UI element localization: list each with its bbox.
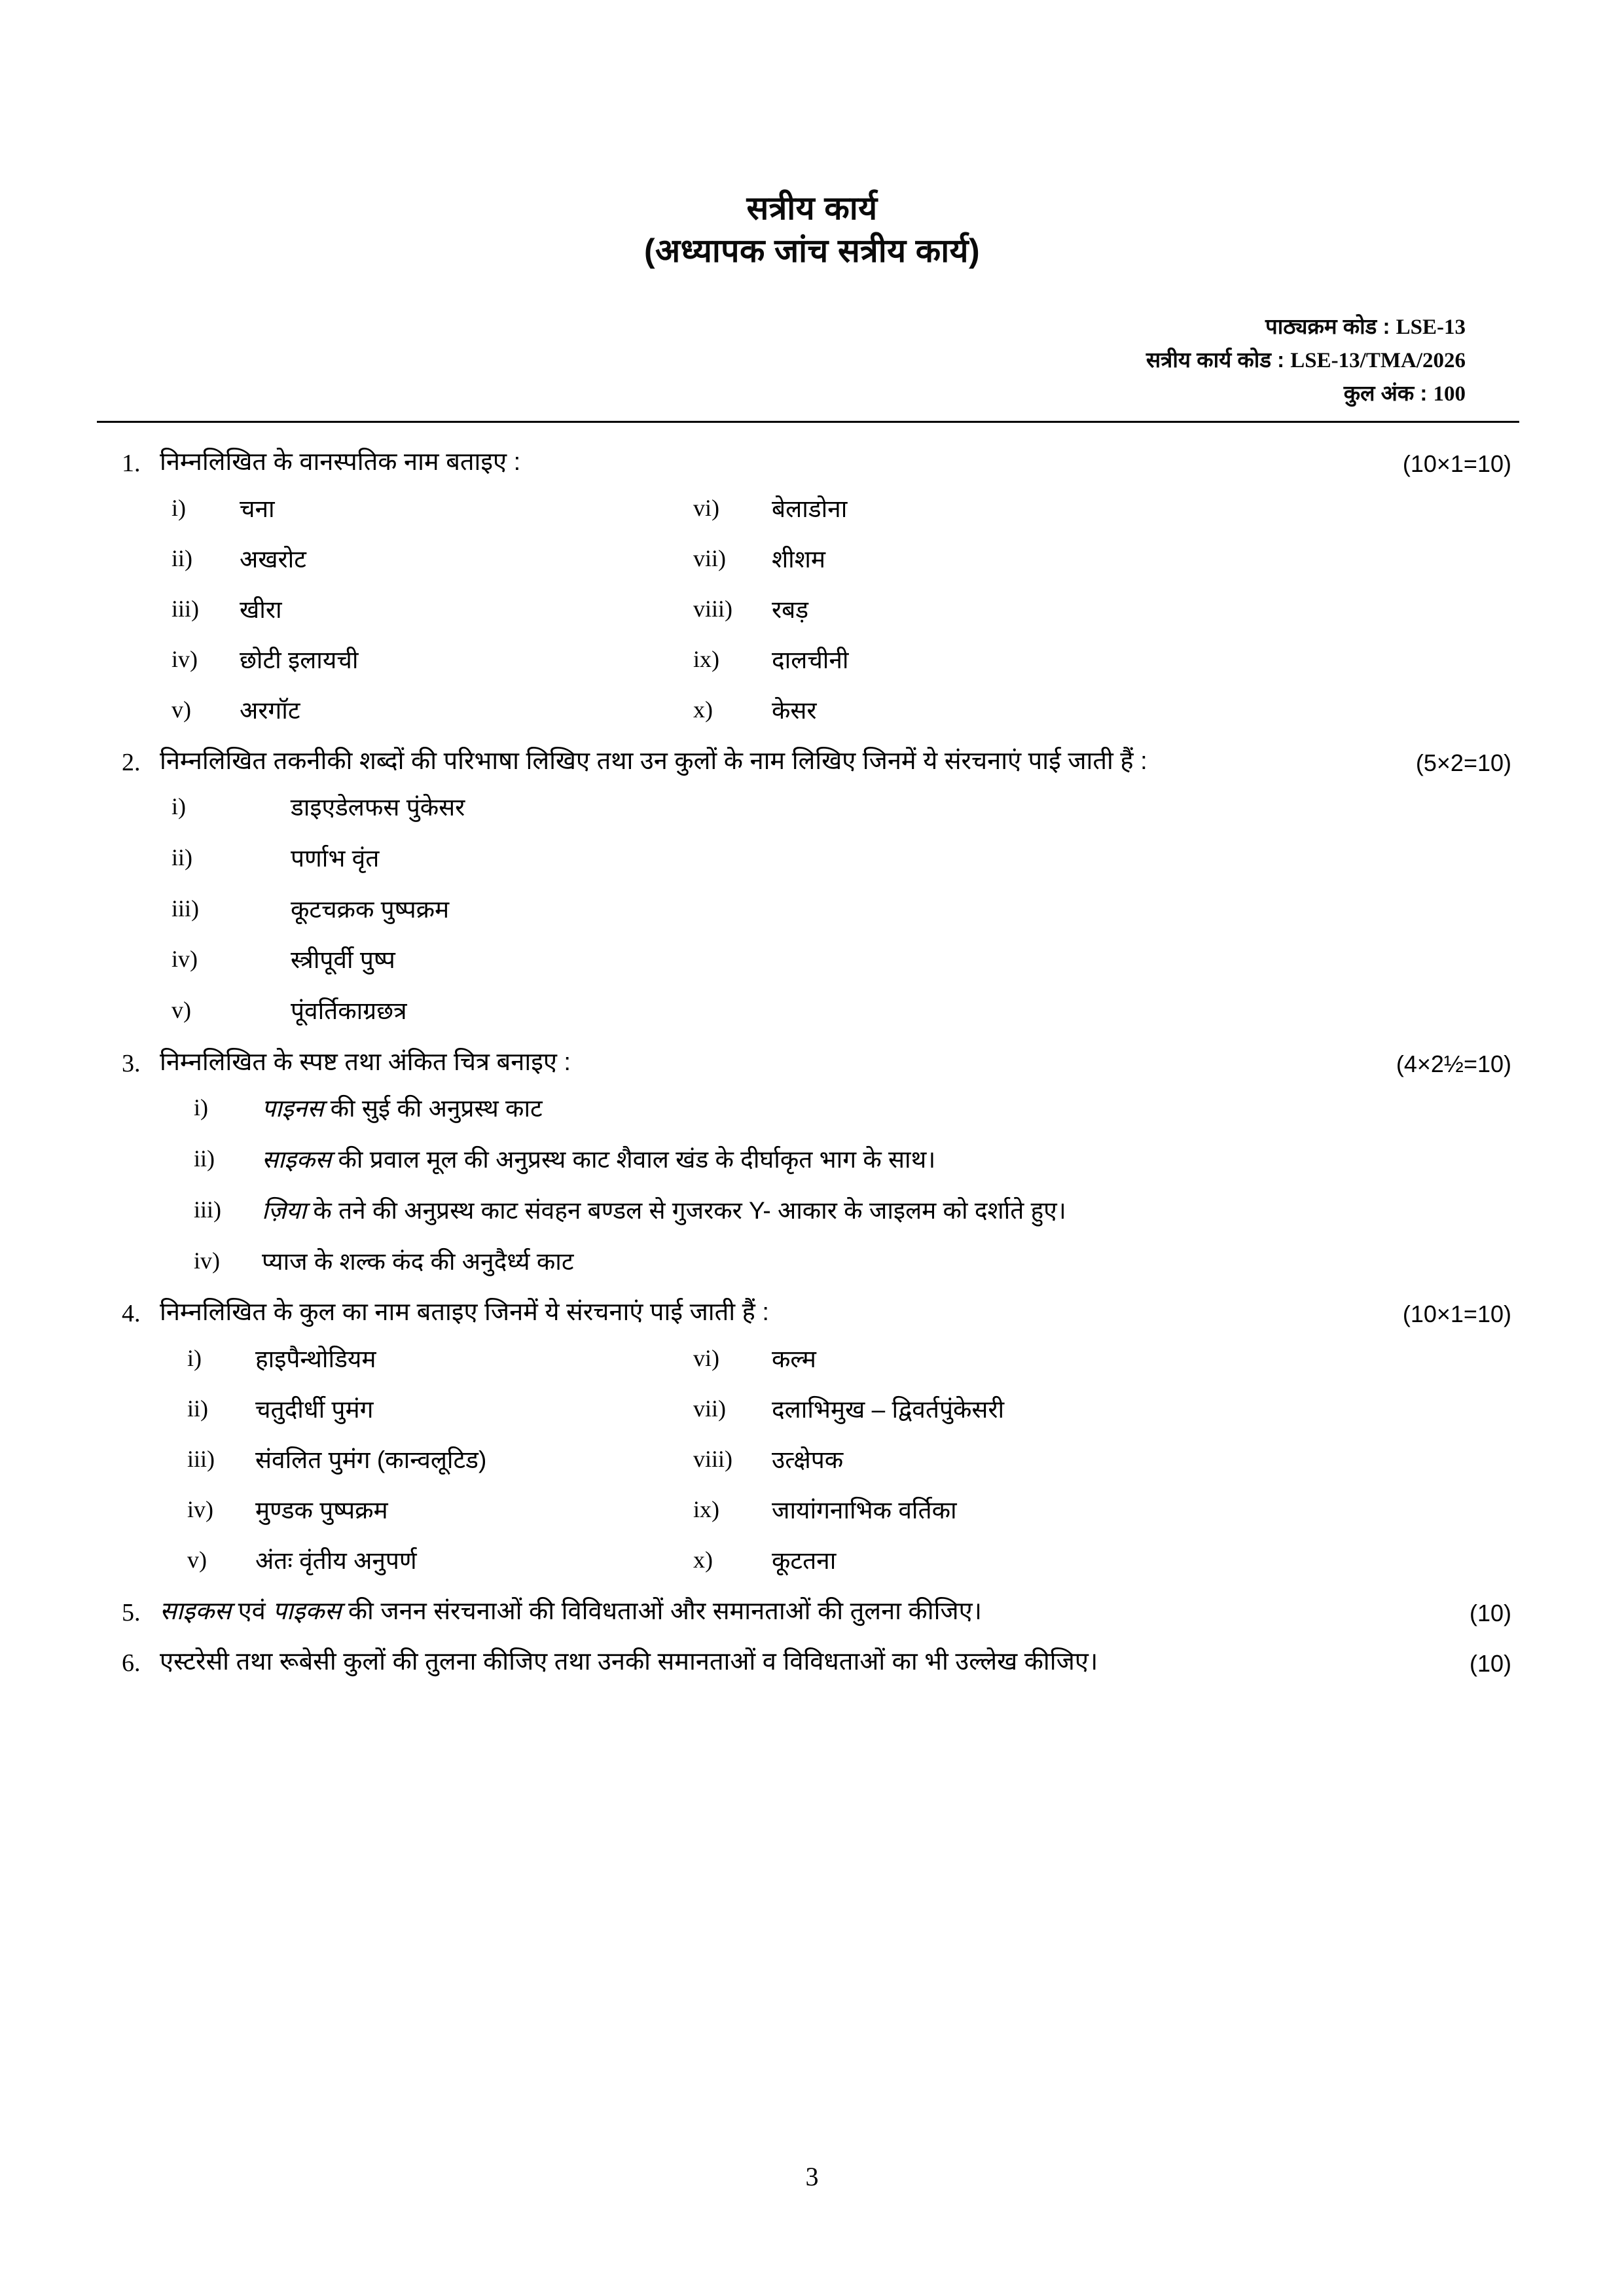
question-1-sublist <box>122 492 1511 727</box>
list-item <box>122 893 1511 927</box>
sub-item-rest: की सुई की अनुप्रस्थ काट <box>323 1095 543 1122</box>
question-5-italic-term-1: साइकस <box>160 1597 232 1625</box>
sub-item-rest: के तने की अनुप्रस्थ काट संवहन बण्डल से गुजरकर Y- आकार के जाइलम को दर्शाते हुए। <box>306 1196 1066 1224</box>
list-item <box>122 1143 1511 1177</box>
sub-item-roman: ii) <box>194 1145 215 1172</box>
page-title-block <box>0 0 1624 272</box>
sub-item-text: अरगॉट <box>240 696 300 724</box>
list-item <box>122 694 1511 727</box>
sub-item-text <box>262 1143 935 1177</box>
course-code-value: LSE-13 <box>1396 315 1466 339</box>
sub-item-text: बेलाडोना <box>772 495 848 522</box>
sub-item-roman: i) <box>194 1094 208 1121</box>
question-1-stem: निम्नलिखित के वानस्पतिक नाम बताइए : <box>160 448 521 476</box>
sub-item-roman: iv) <box>171 946 198 973</box>
question-2-sublist <box>122 791 1511 1028</box>
header-divider <box>97 421 1519 423</box>
list-item <box>122 1245 1511 1279</box>
question-6-stem: एस्टरेसी तथा रूबेसी कुलों की तुलना कीजिए तथा उनकी समानताओं व विविधताओं का भी उल्लेख कीजिए। <box>160 1648 1098 1676</box>
sub-item-roman: iii) <box>171 895 199 922</box>
sub-item-text: शीशम <box>772 545 826 573</box>
sub-item-text: अखरोट <box>240 545 306 573</box>
question-4-number: 4. <box>122 1300 141 1328</box>
question-5-number: 5. <box>122 1598 141 1626</box>
sub-item-text: खीरा <box>240 596 282 623</box>
sub-item-text: कल्म <box>772 1345 816 1372</box>
question-5 <box>122 1594 1511 1630</box>
question-list <box>0 445 1624 1681</box>
sub-item-text: मुण्डक पुष्पक्रम <box>255 1496 388 1524</box>
sub-item-text: पूंवर्तिकाग्रछत्र <box>291 997 407 1025</box>
question-1-number: 1. <box>122 450 141 478</box>
question-6 <box>122 1645 1511 1681</box>
assignment-code-label: सत्रीय कार्य कोड : <box>1146 348 1291 372</box>
sub-item-roman: v) <box>171 696 191 723</box>
sub-item-text: डाइएडेलफस पुंकेसर <box>291 794 465 821</box>
question-5-rest: की जनन संरचनाओं की विविधताओं और समानताओं की तुलना कीजिए। <box>341 1597 983 1625</box>
page-number: 3 <box>805 2162 819 2191</box>
sub-item-roman: vi) <box>693 1344 719 1371</box>
sub-item-roman: vi) <box>693 494 719 521</box>
sub-item-roman: v) <box>171 997 191 1024</box>
question-3 <box>122 1045 1511 1081</box>
question-5-stem <box>160 1594 1142 1630</box>
sub-item-text: चना <box>240 495 275 522</box>
question-6-number: 6. <box>122 1649 141 1677</box>
question-3-sublist <box>122 1092 1511 1278</box>
list-item <box>122 943 1511 977</box>
question-1 <box>122 445 1511 481</box>
sub-item-italic-term: साइकस <box>262 1146 332 1174</box>
question-4-sublist <box>122 1342 1511 1577</box>
course-code-label: पाठ्यक्रम कोड : <box>1265 314 1396 338</box>
list-item <box>122 593 1511 626</box>
sub-item-roman: viii) <box>693 1445 732 1472</box>
list-item <box>122 492 1511 526</box>
list-item <box>122 543 1511 576</box>
list-item <box>122 1443 1511 1477</box>
question-5-marks: (10) <box>1469 1599 1511 1626</box>
sub-item-roman: x) <box>693 696 713 723</box>
sub-item-roman: x) <box>693 1546 713 1573</box>
question-2 <box>122 744 1511 780</box>
assignment-code-line <box>0 344 1466 377</box>
list-item <box>122 643 1511 677</box>
sub-item-roman: ii) <box>187 1395 208 1422</box>
sub-item-roman: vii) <box>693 1395 726 1422</box>
question-4-marks: (10×1=10) <box>1402 1300 1511 1328</box>
sub-item-rest: की प्रवाल मूल की अनुप्रस्थ काट शैवाल खंड के दीर्घाकृत भाग के साथ। <box>331 1146 936 1174</box>
list-item <box>122 1342 1511 1376</box>
list-item <box>122 791 1511 825</box>
question-6-marks: (10) <box>1469 1650 1511 1677</box>
sub-item-italic-term: ज़िया <box>262 1196 307 1224</box>
list-item <box>122 1494 1511 1527</box>
list-item <box>122 994 1511 1028</box>
question-1-marks: (10×1=10) <box>1402 450 1511 478</box>
sub-item-roman: iii) <box>171 595 199 622</box>
sub-item-text: छोटी इलायची <box>240 646 359 673</box>
sub-item-roman: ii) <box>171 545 192 571</box>
sub-item-text: कूटतना <box>772 1547 837 1574</box>
question-2-stem: निम्नलिखित तकनीकी शब्दों की परिभाषा लिखिए तथा उन कुलों के नाम लिखिए जिनमें ये संरचनाएं पाई जाती हैं : <box>160 747 1147 775</box>
sub-item-text: स्त्रीपूर्वी पुष्प <box>291 946 395 974</box>
sub-item-roman: ii) <box>171 844 192 870</box>
sub-item-roman: viii) <box>693 595 732 622</box>
page-title-line-1: सत्रीय कार्य <box>746 190 878 226</box>
question-4 <box>122 1295 1511 1331</box>
sub-item-roman: i) <box>171 793 186 820</box>
question-2-marks: (5×2=10) <box>1415 749 1511 776</box>
sub-item-roman: iv) <box>194 1247 220 1274</box>
sub-item-text: केसर <box>772 696 817 724</box>
sub-item-roman: iv) <box>187 1496 213 1522</box>
sub-item-text: संवलित पुमंग (कान्वलूटिड) <box>255 1446 487 1473</box>
question-3-marks: (4×2½=10) <box>1396 1050 1511 1078</box>
sub-item-roman: i) <box>187 1344 202 1371</box>
sub-item-roman: vii) <box>693 545 726 571</box>
sub-item-roman: iii) <box>194 1196 221 1223</box>
sub-item-text: दालचीनी <box>772 646 849 673</box>
sub-item-text: प्याज के शल्क कंद की अनुदैर्ध्य काट <box>262 1247 574 1275</box>
question-5-italic-term-2: पाइकस <box>272 1597 342 1625</box>
course-meta-block <box>0 310 1624 410</box>
total-marks-label: कुल अंक : <box>1343 381 1434 406</box>
list-item <box>122 1544 1511 1577</box>
total-marks-value: 100 <box>1433 382 1466 406</box>
sub-item-roman: ix) <box>693 1496 719 1522</box>
list-item <box>122 842 1511 876</box>
sub-item-text <box>262 1194 1066 1228</box>
question-3-number: 3. <box>122 1050 141 1078</box>
question-5-connector: एवं <box>231 1597 273 1625</box>
page-title-line-2: (अध्यापक जांच सत्रीय कार्य) <box>643 232 981 269</box>
sub-item-text <box>262 1092 543 1126</box>
sub-item-text: उत्क्षेपक <box>772 1446 844 1473</box>
sub-item-text: अंतः वृंतीय अनुपर्ण <box>255 1547 417 1574</box>
sub-item-text: हाइपैन्थोडियम <box>255 1345 376 1372</box>
sub-item-text: दलाभिमुख – द्विवर्तपुंकेसरी <box>772 1395 1005 1423</box>
sub-item-roman: ix) <box>693 645 719 672</box>
question-2-number: 2. <box>122 748 141 776</box>
list-item <box>122 1092 1511 1126</box>
list-item <box>122 1194 1511 1228</box>
assignment-code-value: LSE-13/TMA/2026 <box>1290 349 1466 373</box>
sub-item-roman: iii) <box>187 1445 215 1472</box>
total-marks-line <box>0 377 1466 410</box>
question-3-stem: निम्नलिखित के स्पष्ट तथा अंकित चित्र बनाइए : <box>160 1049 571 1077</box>
sub-item-text: पर्णाभ वृंत <box>291 844 380 872</box>
sub-item-text: कूटचक्रक पुष्पक्रम <box>291 895 450 923</box>
sub-item-roman: iv) <box>171 645 198 672</box>
sub-item-text: चतुदीर्धी पुमंग <box>255 1395 374 1423</box>
sub-item-text: रबड़ <box>772 596 809 623</box>
list-item <box>122 1393 1511 1426</box>
sub-item-italic-term: पाइनस <box>262 1095 324 1122</box>
question-4-stem: निम्नलिखित के कुल का नाम बताइए जिनमें ये संरचनाएं पाई जाती हैं : <box>160 1299 769 1327</box>
course-code-line <box>0 310 1466 344</box>
sub-item-text: जायांगनाभिक वर्तिका <box>772 1496 957 1524</box>
sub-item-roman: i) <box>171 494 186 521</box>
sub-item-roman: v) <box>187 1546 207 1573</box>
